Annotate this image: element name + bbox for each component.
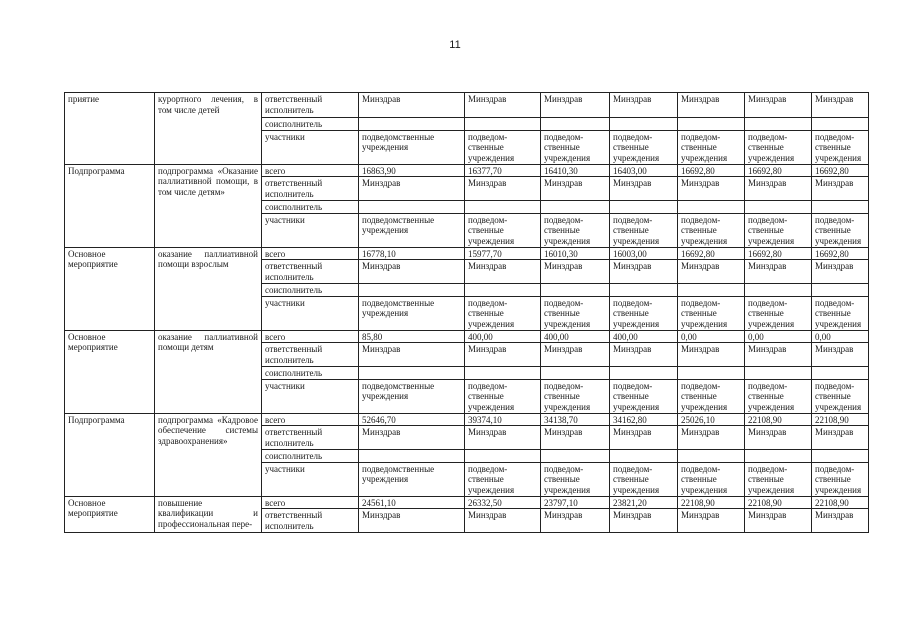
value-cell: подведом- ственные учреждения — [678, 379, 745, 413]
value-cell: подведом- ственные учреждения — [465, 296, 541, 330]
value-cell — [465, 201, 541, 214]
value-cell: Минздрав — [678, 426, 745, 450]
value-cell: Минздрав — [610, 260, 678, 284]
value-cell: 16692,80 — [812, 247, 869, 260]
value-cell — [359, 201, 465, 214]
value-cell: 16010,30 — [541, 247, 610, 260]
value-cell — [812, 118, 869, 131]
value-cell — [610, 201, 678, 214]
program-name-cell: подпрограмма «Оказание паллиативной помощи, в том числе детям» — [155, 164, 262, 247]
value-cell: Минздрав — [541, 343, 610, 367]
value-cell — [359, 118, 465, 131]
value-cell: подведом- ственные учреждения — [812, 213, 869, 247]
value-cell: Минздрав — [610, 426, 678, 450]
value-cell: 85,80 — [359, 330, 465, 343]
status-cell: Основное мероприятие — [65, 247, 155, 330]
value-cell — [541, 367, 610, 380]
value-cell — [678, 118, 745, 131]
value-cell — [678, 284, 745, 297]
value-cell: Минздрав — [465, 343, 541, 367]
value-cell: подведомственные учреждения — [359, 130, 465, 164]
value-cell: 0,00 — [678, 330, 745, 343]
value-cell: 16377,70 — [465, 164, 541, 177]
value-cell: 22108,90 — [745, 496, 812, 509]
value-cell: подведом- ственные учреждения — [610, 379, 678, 413]
value-cell — [541, 450, 610, 463]
value-cell: Минздрав — [745, 426, 812, 450]
value-cell — [359, 367, 465, 380]
row-label-cell: всего — [262, 330, 359, 343]
row-label-cell: всего — [262, 247, 359, 260]
value-cell: подведомственные учреждения — [359, 462, 465, 496]
value-cell: 34138,70 — [541, 413, 610, 426]
value-cell — [812, 450, 869, 463]
row-label-cell: ответственный исполнитель — [262, 343, 359, 367]
value-cell — [745, 367, 812, 380]
value-cell: подведом- ственные учреждения — [745, 462, 812, 496]
row-label-cell: ответственный исполнитель — [262, 177, 359, 201]
value-cell: Минздрав — [465, 93, 541, 118]
value-cell: Минздрав — [610, 343, 678, 367]
value-cell — [745, 201, 812, 214]
value-cell — [541, 284, 610, 297]
value-cell: Минздрав — [465, 426, 541, 450]
value-cell: 16403,00 — [610, 164, 678, 177]
value-cell: подведомственные учреждения — [359, 296, 465, 330]
value-cell: 23821,20 — [610, 496, 678, 509]
value-cell — [610, 118, 678, 131]
value-cell: Минздрав — [359, 509, 465, 533]
value-cell — [812, 201, 869, 214]
value-cell: 23797,10 — [541, 496, 610, 509]
value-cell: 22108,90 — [678, 496, 745, 509]
value-cell: 400,00 — [541, 330, 610, 343]
value-cell: Минздрав — [359, 426, 465, 450]
value-cell — [610, 450, 678, 463]
value-cell — [610, 284, 678, 297]
value-cell: Минздрав — [359, 260, 465, 284]
value-cell: Минздрав — [745, 509, 812, 533]
value-cell: Минздрав — [541, 177, 610, 201]
value-cell: Минздрав — [359, 343, 465, 367]
row-label-cell: всего — [262, 164, 359, 177]
value-cell: подведом- ственные учреждения — [678, 130, 745, 164]
value-cell — [745, 450, 812, 463]
value-cell: 0,00 — [745, 330, 812, 343]
row-label-cell: участники — [262, 379, 359, 413]
program-name-cell: оказание паллиативной помощи взрослым — [155, 247, 262, 330]
value-cell: Минздрав — [812, 343, 869, 367]
value-cell: Минздрав — [465, 260, 541, 284]
value-cell — [359, 284, 465, 297]
value-cell: Минздрав — [812, 426, 869, 450]
value-cell: 34162,80 — [610, 413, 678, 426]
value-cell: Минздрав — [812, 177, 869, 201]
row-label-cell: соисполнитель — [262, 450, 359, 463]
row-label-cell: участники — [262, 296, 359, 330]
value-cell: 0,00 — [812, 330, 869, 343]
value-cell: Минздрав — [541, 426, 610, 450]
value-cell: Минздрав — [541, 509, 610, 533]
value-cell: Минздрав — [745, 343, 812, 367]
value-cell: подведом- ственные учреждения — [610, 213, 678, 247]
value-cell: подведомственные учреждения — [359, 213, 465, 247]
value-cell: Минздрав — [812, 260, 869, 284]
table-row — [65, 93, 869, 118]
value-cell: 16863,90 — [359, 164, 465, 177]
value-cell: 16692,80 — [678, 164, 745, 177]
value-cell: 52646,70 — [359, 413, 465, 426]
value-cell: подведом- ственные учреждения — [812, 462, 869, 496]
row-label-cell: ответственный исполнитель — [262, 93, 359, 118]
value-cell: 22108,90 — [745, 413, 812, 426]
status-cell: приятие — [65, 93, 155, 165]
value-cell: 22108,90 — [812, 496, 869, 509]
value-cell: 24561,10 — [359, 496, 465, 509]
value-cell: Минздрав — [745, 93, 812, 118]
value-cell — [359, 450, 465, 463]
program-name-cell: оказание паллиативной помощи детям — [155, 330, 262, 413]
value-cell: Минздрав — [678, 509, 745, 533]
value-cell: Минздрав — [465, 177, 541, 201]
value-cell — [541, 201, 610, 214]
value-cell: 25026,10 — [678, 413, 745, 426]
value-cell: 16003,00 — [610, 247, 678, 260]
value-cell: Минздрав — [745, 177, 812, 201]
value-cell: подведом- ственные учреждения — [812, 379, 869, 413]
value-cell: Минздрав — [678, 343, 745, 367]
row-label-cell: соисполнитель — [262, 201, 359, 214]
value-cell: Минздрав — [812, 93, 869, 118]
program-name-cell: подпрограмма «Кадровое обеспечение системы здравоохранения» — [155, 413, 262, 496]
value-cell — [745, 118, 812, 131]
row-label-cell: участники — [262, 462, 359, 496]
value-cell — [465, 118, 541, 131]
value-cell: подведом- ственные учреждения — [745, 379, 812, 413]
value-cell: подведом- ственные учреждения — [610, 296, 678, 330]
value-cell — [610, 367, 678, 380]
value-cell: подведом- ственные учреждения — [745, 296, 812, 330]
value-cell: Минздрав — [610, 93, 678, 118]
program-name-cell: курортного лечения, в том числе детей — [155, 93, 262, 165]
value-cell: 16778,10 — [359, 247, 465, 260]
value-cell — [678, 450, 745, 463]
row-label-cell: соисполнитель — [262, 118, 359, 131]
value-cell — [541, 118, 610, 131]
row-label-cell: всего — [262, 496, 359, 509]
value-cell: Минздрав — [610, 509, 678, 533]
page-number: 11 — [449, 39, 461, 51]
row-label-cell: участники — [262, 130, 359, 164]
value-cell — [465, 284, 541, 297]
value-cell: подведом- ственные учреждения — [541, 379, 610, 413]
row-label-cell: ответственный исполнитель — [262, 509, 359, 533]
value-cell: подведом- ственные учреждения — [610, 462, 678, 496]
value-cell: подведом- ственные учреждения — [678, 213, 745, 247]
value-cell: Минздрав — [812, 509, 869, 533]
table-row — [65, 247, 869, 260]
program-name-cell: повышение квалификации и профессиональная пере- — [155, 496, 262, 533]
value-cell: 400,00 — [465, 330, 541, 343]
status-cell: Подпрограмма — [65, 413, 155, 496]
value-cell: 16692,80 — [812, 164, 869, 177]
value-cell: подведом- ственные учреждения — [541, 462, 610, 496]
value-cell: подведом- ственные учреждения — [541, 130, 610, 164]
value-cell: Минздрав — [359, 177, 465, 201]
value-cell: 15977,70 — [465, 247, 541, 260]
value-cell — [812, 284, 869, 297]
value-cell: подведом- ственные учреждения — [678, 462, 745, 496]
value-cell: подведом- ственные учреждения — [610, 130, 678, 164]
value-cell: подведом- ственные учреждения — [465, 379, 541, 413]
value-cell: Минздрав — [359, 93, 465, 118]
value-cell: подведом- ственные учреждения — [541, 296, 610, 330]
table-row — [65, 413, 869, 426]
value-cell — [678, 201, 745, 214]
value-cell: подведом- ственные учреждения — [465, 462, 541, 496]
value-cell: подведом- ственные учреждения — [812, 296, 869, 330]
value-cell: подведом- ственные учреждения — [745, 130, 812, 164]
value-cell — [465, 367, 541, 380]
value-cell: Минздрав — [610, 177, 678, 201]
value-cell — [678, 367, 745, 380]
value-cell: 400,00 — [610, 330, 678, 343]
value-cell: 16410,30 — [541, 164, 610, 177]
table-row — [65, 496, 869, 509]
value-cell: подведомственные учреждения — [359, 379, 465, 413]
table-row — [65, 164, 869, 177]
value-cell: подведом- ственные учреждения — [465, 130, 541, 164]
row-label-cell: соисполнитель — [262, 367, 359, 380]
value-cell: 39374,10 — [465, 413, 541, 426]
status-cell: Подпрограмма — [65, 164, 155, 247]
value-cell: Минздрав — [678, 260, 745, 284]
value-cell: Минздрав — [678, 93, 745, 118]
value-cell: 16692,80 — [745, 164, 812, 177]
value-cell: подведом- ственные учреждения — [465, 213, 541, 247]
row-label-cell: участники — [262, 213, 359, 247]
value-cell: 16692,80 — [745, 247, 812, 260]
value-cell: подведом- ственные учреждения — [745, 213, 812, 247]
status-cell: Основное мероприятие — [65, 496, 155, 533]
table-row — [65, 330, 869, 343]
value-cell: Минздрав — [541, 260, 610, 284]
value-cell: Минздрав — [678, 177, 745, 201]
value-cell: подведом- ственные учреждения — [678, 296, 745, 330]
row-label-cell: соисполнитель — [262, 284, 359, 297]
value-cell: 16692,80 — [678, 247, 745, 260]
value-cell — [745, 284, 812, 297]
row-label-cell: всего — [262, 413, 359, 426]
value-cell: 22108,90 — [812, 413, 869, 426]
value-cell — [812, 367, 869, 380]
program-funding-table — [64, 92, 869, 533]
value-cell: Минздрав — [541, 93, 610, 118]
value-cell: Минздрав — [465, 509, 541, 533]
value-cell — [465, 450, 541, 463]
status-cell: Основное мероприятие — [65, 330, 155, 413]
value-cell: 26332,50 — [465, 496, 541, 509]
value-cell: подведом- ственные учреждения — [812, 130, 869, 164]
value-cell: подведом- ственные учреждения — [541, 213, 610, 247]
row-label-cell: ответственный исполнитель — [262, 426, 359, 450]
value-cell: Минздрав — [745, 260, 812, 284]
row-label-cell: ответственный исполнитель — [262, 260, 359, 284]
